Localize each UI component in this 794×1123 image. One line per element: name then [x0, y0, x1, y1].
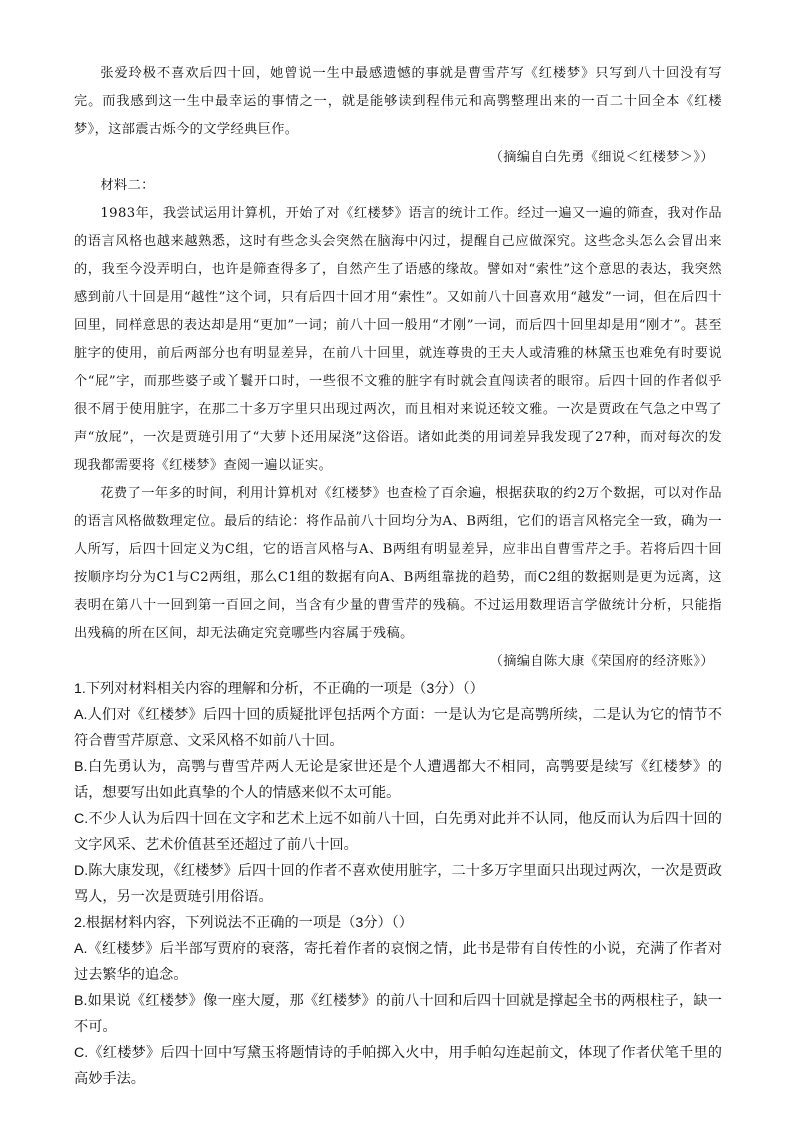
- material2-paragraph-2: 花费了一年多的时间，利用计算机对《红楼梦》也查检了百余遍，根据获取的约2万个数据，可以对作品的语言风格做数理定位。最后的结论：将作品前八十回均分为A、B两组，它们的语言风格完全一致，确为一人所写，后四十回定义为C组，它的语言风格与A、B两组有明显差异，应非出自曹雪芹之手。若将后四十回按顺序均分为C1与C2两组，那么C1组的数据有向A、B两组靠拢的趋势，而C2组的数据则是更为远离，这表明在第八十一回到第一百回之间，当含有少量的曹雪芹的残稿。不过运用数理语言学做统计分析，只能指出残稿的所在区间，却无法确定究竟哪些内容属于残稿。: [74, 486, 722, 641]
- material2-paragraph-1: 1983年，我尝试运用计算机，开始了对《红楼梦》语言的统计工作。经过一遍又一遍的筛查，我对作品的语言风格也越来越熟悉，这时有些念头会突然在脑海中闪过，提醒自己应做深究。这些念头怎么会冒出来的，我至今没弄明白，也许是筛查得多了，自然产生了语感的缘故。譬如对“索性”这个意思的表达，我突然感到前八十回是用“越性”这个词，只有后四十回才用“索性”。又如前八十回喜欢用“越发”一词，但在后四十回里，同样意思的表达却是用“更加”一词；前八十回一般用“才刚”一词，而后四十回里却是用“刚才”。甚至脏字的使用，前后两部分也有明显差异，在前八十回里，就连尊贵的王夫人或清雅的林黛玉也难免有时要说个“屁”字，而那些婆子或丫鬟开口时，一些很不文雅的脏字有时就会直闯读者的眼帘。后四十回的作者似乎很不屑于使用脏字，在那二十多万字里只出现过两次，而且相对来说还较文雅。一次是贾政在气急之中骂了声“放屁”，一次是贾琏引用了“大萝卜还用屎浇”这俗语。诸如此类的用词差异我发现了27种，而对每次的发现我都需要将《红楼梦》查阅一遍以证实。: [74, 206, 722, 473]
- question-2-option-c: C.《红楼梦》后四十回中写黛玉将题情诗的手帕掷入火中，用手帕勾连起前文，体现了作者伏笔千里的高妙手法。: [74, 1045, 722, 1087]
- question-1: [74, 676, 722, 910]
- question-1-stem: 1.下列对材料相关内容的理解和分析，不正确的一项是（3分）（）: [74, 681, 484, 697]
- question-2: [74, 910, 722, 1092]
- question-section: [74, 676, 722, 1092]
- exam-page: [74, 60, 722, 1092]
- material2-label: 材料二：: [100, 178, 155, 193]
- question-2-stem: 2.根据材料内容，下列说法不正确的一项是（3分）（）: [74, 915, 413, 931]
- question-1-option-c: C.不少人认为后四十回在文字和艺术上远不如前八十回，白先勇对此并不认同，他反而认为后四十回的文字风采、艺术价值甚至还超过了前八十回。: [74, 811, 722, 853]
- question-1-option-a: A.人们对《红楼梦》后四十回的质疑批评包括两个方面：一是认为它是高鹗所续，二是认为它的情节不符合曹雪芹原意、文采风格不如前八十回。: [74, 707, 722, 749]
- question-1-option-d: D.陈大康发现，《红楼梦》后四十回的作者不喜欢使用脏字，二十多万字里面只出现过两次，一次是贾政骂人，另一次是贾琏引用俗语。: [74, 863, 722, 905]
- question-1-option-b: B.白先勇认为，高鹗与曹雪芹两人无论是家世还是个人遭遇都大不相同，高鹗要是续写《红楼梦》的话，想要写出如此真挚的个人的情感来似不太可能。: [74, 759, 722, 801]
- question-2-option-b: B.如果说《红楼梦》像一座大厦，那《红楼梦》的前八十回和后四十回就是撑起全书的两根柱子，缺一不可。: [74, 993, 722, 1035]
- question-2-option-a: A.《红楼梦》后半部写贾府的衰落，寄托着作者的哀悯之情，此书是带有自传性的小说，充满了作者对过去繁华的追念。: [74, 941, 722, 983]
- material1-tail-paragraph: 张爱玲极不喜欢后四十回，她曾说一生中最感遗憾的事就是曹雪芹写《红楼梦》只写到八十回没有写完。而我感到这一生中最幸运的事情之一，就是能够读到程伟元和高鹗整理出来的一百二十回全本《红楼梦》，这部震古烁今的文学经典巨作。: [74, 66, 722, 137]
- material2-source: （摘编自陈大康《荣国府的经济账》）: [489, 654, 714, 669]
- material1-source: （摘编自白先勇《细说＜红楼梦＞》）: [489, 150, 714, 165]
- reading-materials: [74, 60, 722, 676]
